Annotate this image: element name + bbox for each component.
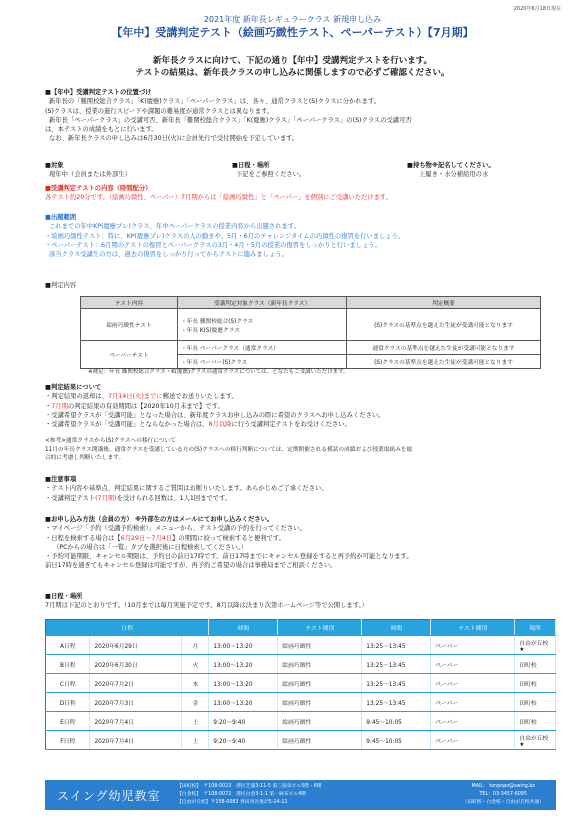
schedule-time: 13:00〜13:20	[209, 674, 278, 693]
table-row	[46, 731, 556, 750]
judge-heading: ■判定内容	[45, 282, 77, 289]
items-value: 上履き・水分補給用の水	[419, 171, 489, 179]
schedule-place: 田町校	[515, 693, 556, 712]
document-header	[0, 14, 585, 41]
schedule-date: 2020年7月2日	[90, 674, 182, 693]
result-heading: ■判定結果について	[45, 384, 102, 391]
schedule-group: B日程	[46, 655, 90, 674]
schedule-place: 自由が丘校★	[515, 636, 556, 655]
position-line: 新年長の「難関校総合クラス」「K(慶應)クラス」「ペーパークラス」は、各々、通常クラスと(S)クラスに分かれます。	[49, 98, 381, 106]
content-heading: ■受講判定テストの内容（時間配分）	[45, 185, 152, 192]
schedule-heading: ■日程・場所	[45, 593, 83, 600]
judge-test: 絵画巧緻性テスト	[81, 309, 178, 341]
judge-col-test: テスト内容	[81, 297, 178, 309]
judge-class	[178, 309, 347, 341]
schedule-col-type: テスト種別	[278, 620, 362, 636]
datetime-value: 下記をご参照ください。	[236, 171, 306, 179]
schedule-date: 2020年7月3日	[90, 693, 182, 712]
schedule-date: 2020年7月4日	[90, 731, 182, 750]
scope-section	[45, 213, 555, 259]
schedule-test-type: 絵画巧緻性	[278, 731, 362, 750]
schedule-test-type: ペーパー	[431, 674, 515, 693]
schedule-group: C日程	[46, 674, 90, 693]
intro-line: テストの結果は、新年長クラスの申し込みに関係しますので必ずご確認ください。	[135, 68, 450, 78]
schedule-col-type: テスト種別	[431, 620, 515, 636]
schedule-date: 2020年7月4日	[90, 712, 182, 731]
position-line: (S)クラスは、授業の進行スピードや課題の難易度が通常クラスとは異なります。	[45, 107, 274, 115]
judge-table-header	[81, 297, 541, 309]
schedule-test-type: ペーパー	[431, 636, 515, 655]
schedule-test-type: ペーパー	[431, 655, 515, 674]
schedule-time: 13:00〜13:20	[209, 693, 278, 712]
apply-heading: ■お申し込み方法（会員の方） ※外部生の方はメールにてお申し込みください。	[45, 516, 274, 523]
schedule-line: 7月期は下記のとおりです。（10月までは毎月実施予定です。8月以降は決まり次第ホームページ等で公開します。）	[45, 602, 368, 610]
schedule-place: 田町校	[515, 655, 556, 674]
judge-class: ・年長 ペーパー(S)クラス	[178, 355, 347, 369]
scope-line: これまでの年中KP(慶應プレ)クラス、年中ペーパークラスの授業内容から出題されます。	[49, 223, 300, 231]
notes-line: ・受講判定テスト(7月期)を受けられる回数は、1人1回までです。	[45, 494, 232, 502]
contact-schools: （田町校・白金校・自由が丘校共通）	[462, 800, 544, 805]
schedule-date: 2020年6月29日	[90, 636, 182, 655]
schedule-weekday: 金	[182, 693, 209, 712]
notes-heading: ■注意事項	[45, 476, 77, 483]
school-addresses	[177, 783, 322, 807]
datetime-heading: ■日程・場所	[232, 162, 270, 169]
judge-desc: (S)クラスの基準点を越えた生徒が受講可能となります	[347, 355, 541, 369]
notes-line: ・テスト内容や基準点、判定結果に関するご質問はお断りいたします。あらかじめご了承ください。	[45, 485, 328, 493]
table-row	[46, 655, 556, 674]
reference-section	[45, 437, 555, 463]
schedule-group: E日程	[46, 712, 90, 731]
apply-line: （PCからの場合は「一覧」タブを選択後に日程検索してください。）	[53, 543, 247, 551]
schedule-time: 9:45〜10:05	[362, 731, 431, 750]
schedule-time: 9:20〜9:40	[209, 731, 278, 750]
result-line: ・判定結果の返却は、7月14日(火)までに郵送でお送りいたします。	[45, 393, 238, 401]
schedule-time: 9:45〜10:05	[362, 712, 431, 731]
schedule-place: 田町校	[515, 674, 556, 693]
table-row	[46, 712, 556, 731]
schedule-test-type: ペーパー	[431, 712, 515, 731]
result-line: ・受講希望クラスが「受講可能」とならなかった場合は、8月以降に行う受講判定テストをお受けください。	[45, 421, 351, 429]
apply-line: 前日17時を過ぎてもキャンセル登録は可能ですが、再予約ご希望の場合は事務局までご相談ください。	[45, 562, 337, 570]
schedule-time: 13:25〜13:45	[362, 674, 431, 693]
result-line: ・7月期の判定結果の有効期間は【2020年10月末まで】です。	[45, 402, 224, 410]
document-date: 2020年6月18日現在	[513, 6, 561, 12]
table-row	[81, 309, 541, 341]
schedule-time: 13:25〜13:45	[362, 693, 431, 712]
schedule-test-type: 絵画巧緻性	[278, 636, 362, 655]
scope-line: 該当クラス受講生の方は、過去の復習をしっかり行ってからテストに臨みましょう。	[49, 251, 288, 259]
intro-line: 新年長クラスに向けて、下記の通り【年中】受講判定テストを行います。	[152, 56, 433, 66]
schedule-col-place: 場所	[515, 620, 556, 636]
schedule-place: 田町校	[515, 712, 556, 731]
schedule-test-type: 絵画巧緻性	[278, 655, 362, 674]
position-line: 新年長「ペーパークラス」の受講可否、新年長「難関校総合クラス」「K(慶應)クラス」「ペーパークラス」の(S)クラスの受講可否	[49, 116, 412, 124]
table-row	[46, 693, 556, 712]
schedule-weekday: 月	[182, 636, 209, 655]
footer	[45, 780, 556, 810]
contact-tel: TEL：03-3457-6095	[479, 792, 527, 797]
scope-line: ・絵画巧緻性テスト：特に、KP(慶應プレ)クラスの人の動きや、5月・6月のチャレンジタイムの巧緻性の復習を行いましょう。	[45, 232, 405, 240]
contact-mail: MAIL： tonpopo@swing.bz	[471, 784, 535, 789]
reference-line: 11月の年長クラス開講後、通常クラスを受講している方の(S)クラスへの移行判断については、定期開催される模試の成績および授業取組みを総	[45, 446, 413, 453]
notes-section	[45, 475, 555, 503]
schedule-time: 13:00〜13:20	[209, 655, 278, 674]
schedule-time: 13:00〜13:20	[209, 636, 278, 655]
result-line: ・受講希望クラスが「受講可能」となった場合は、新年度クラスお申し込みの際に希望のクラスへお申し込みください。	[45, 411, 385, 419]
scope-line: ・ペーパーテスト：6月期のテストの復習とペーパークラスの3月・4月・5月の授業の復習をしっかりと行いましょう。	[45, 241, 381, 249]
schedule-table	[45, 619, 556, 750]
schedule-group: A日程	[46, 636, 90, 655]
schedule-weekday: 木	[182, 674, 209, 693]
judge-col-desc: 判定概要	[347, 297, 541, 309]
document-title: 【年中】受講判定テスト（絵画巧緻性テスト、ペーパーテスト）【7月期】	[111, 26, 474, 39]
table-row	[46, 674, 556, 693]
schedule-test-type: 絵画巧緻性	[278, 712, 362, 731]
position-section	[45, 88, 555, 144]
position-line: なお、新年長クラスの申し込みは6月30日(火)に会員先行で受付開始を予定しています。	[49, 135, 299, 143]
position-line: は、本テストの成績をもとに行います。	[45, 126, 158, 134]
schedule-time: 9:20〜9:40	[209, 712, 278, 731]
schedule-time: 13:25〜13:45	[362, 636, 431, 655]
judge-desc: (S)クラスの基準点を越えた生徒が受講可能となります	[347, 309, 541, 341]
apply-line: ・日程を検索する場合は【6月29日〜7月4日】の期間に絞って検索すると便利です。	[45, 534, 285, 542]
apply-section	[45, 515, 555, 571]
judge-class-line: ・年長 難関校総合(S)クラス	[181, 318, 254, 325]
table-row	[81, 341, 541, 355]
schedule-test-type: 絵画巧緻性	[278, 674, 362, 693]
address-line: 【田町校】 〒108-0023 港区芝浦3-11-5 第三協栄ビル5階・6階	[177, 784, 322, 789]
scope-heading: ■出題範囲	[45, 214, 77, 221]
judge-table	[80, 296, 541, 369]
schedule-section	[45, 592, 555, 611]
reference-heading: <参考>通常クラスから(S)クラスへの移行について	[45, 438, 176, 444]
apply-line: ・マイページ「予約（受講予約検索）」メニューから、テスト受講の予約を行ってください。	[45, 525, 306, 533]
content-line: 各テスト約20分です。（絵画巧緻性、ペーパー）7月期からは「絵画巧緻性」と「ペーパー」を個別にご受講いただけます。	[45, 194, 393, 202]
schedule-place: 自由が丘校★	[515, 731, 556, 750]
target-heading: ■対象	[45, 162, 64, 169]
judge-test: ペーパーテスト	[81, 341, 178, 369]
apply-line: ・予約可能期限、キャンセル期限は、予約日の前日17時です。前日17時までにキャンセル登録をすると再予約が可能となります。	[45, 553, 413, 561]
schedule-weekday: 土	[182, 731, 209, 750]
contact-info	[462, 783, 544, 807]
intro-text	[0, 55, 585, 79]
schedule-weekday: 土	[182, 712, 209, 731]
document-subtitle: 2021年度 新年長レギュラークラス 新規申し込み	[203, 15, 382, 24]
position-heading: ■【年中】受講判定テストの位置づけ	[45, 89, 152, 96]
judge-class: ・年長 ペーパークラス（通常クラス）	[178, 341, 347, 355]
schedule-group: D日程	[46, 693, 90, 712]
schedule-test-type: 絵画巧緻性	[278, 693, 362, 712]
schedule-group: F日程	[46, 731, 90, 750]
target-value: 現年中（会員または外部生）	[49, 171, 131, 179]
reference-line: 合的に考慮し判断いたします。	[45, 455, 125, 462]
schedule-time: 13:25〜13:45	[362, 655, 431, 674]
schedule-body	[46, 636, 556, 750]
result-section	[45, 383, 555, 429]
schedule-weekday: 火	[182, 655, 209, 674]
judge-class-line: ・年長 K(S)慶應クラス	[181, 327, 240, 334]
content-section	[45, 184, 555, 203]
judge-note: ※補足：年長 難関校総合クラス・K(慶應)クラスの通常クラスについては、どなたもご受講いただけます。	[88, 369, 349, 375]
schedule-test-type: ペーパー	[431, 693, 515, 712]
judge-desc: 通常クラスの基準点を越えた生徒が受講可能となります	[347, 341, 541, 355]
schedule-col-time: 時間	[209, 620, 278, 636]
schedule-test-type: ペーパー	[431, 731, 515, 750]
table-row	[46, 636, 556, 655]
schedule-table-header	[46, 620, 556, 636]
address-line: 【自由が丘校】〒158-0083 世田谷区奥沢5-24-11	[177, 800, 288, 805]
items-heading: ■持ち物※記名してください。	[407, 162, 495, 169]
school-name: スイング幼児教室	[57, 789, 161, 803]
schedule-date: 2020年6月30日	[90, 655, 182, 674]
address-line: 【白金校】 〒108-0072 港区白金3-1-1 第一麻布ビル4階	[177, 792, 307, 797]
judge-col-class: 受講判定対象クラス（新年長クラス）	[178, 297, 347, 309]
schedule-col-date: 日程	[46, 620, 209, 636]
schedule-col-time: 時間	[362, 620, 431, 636]
